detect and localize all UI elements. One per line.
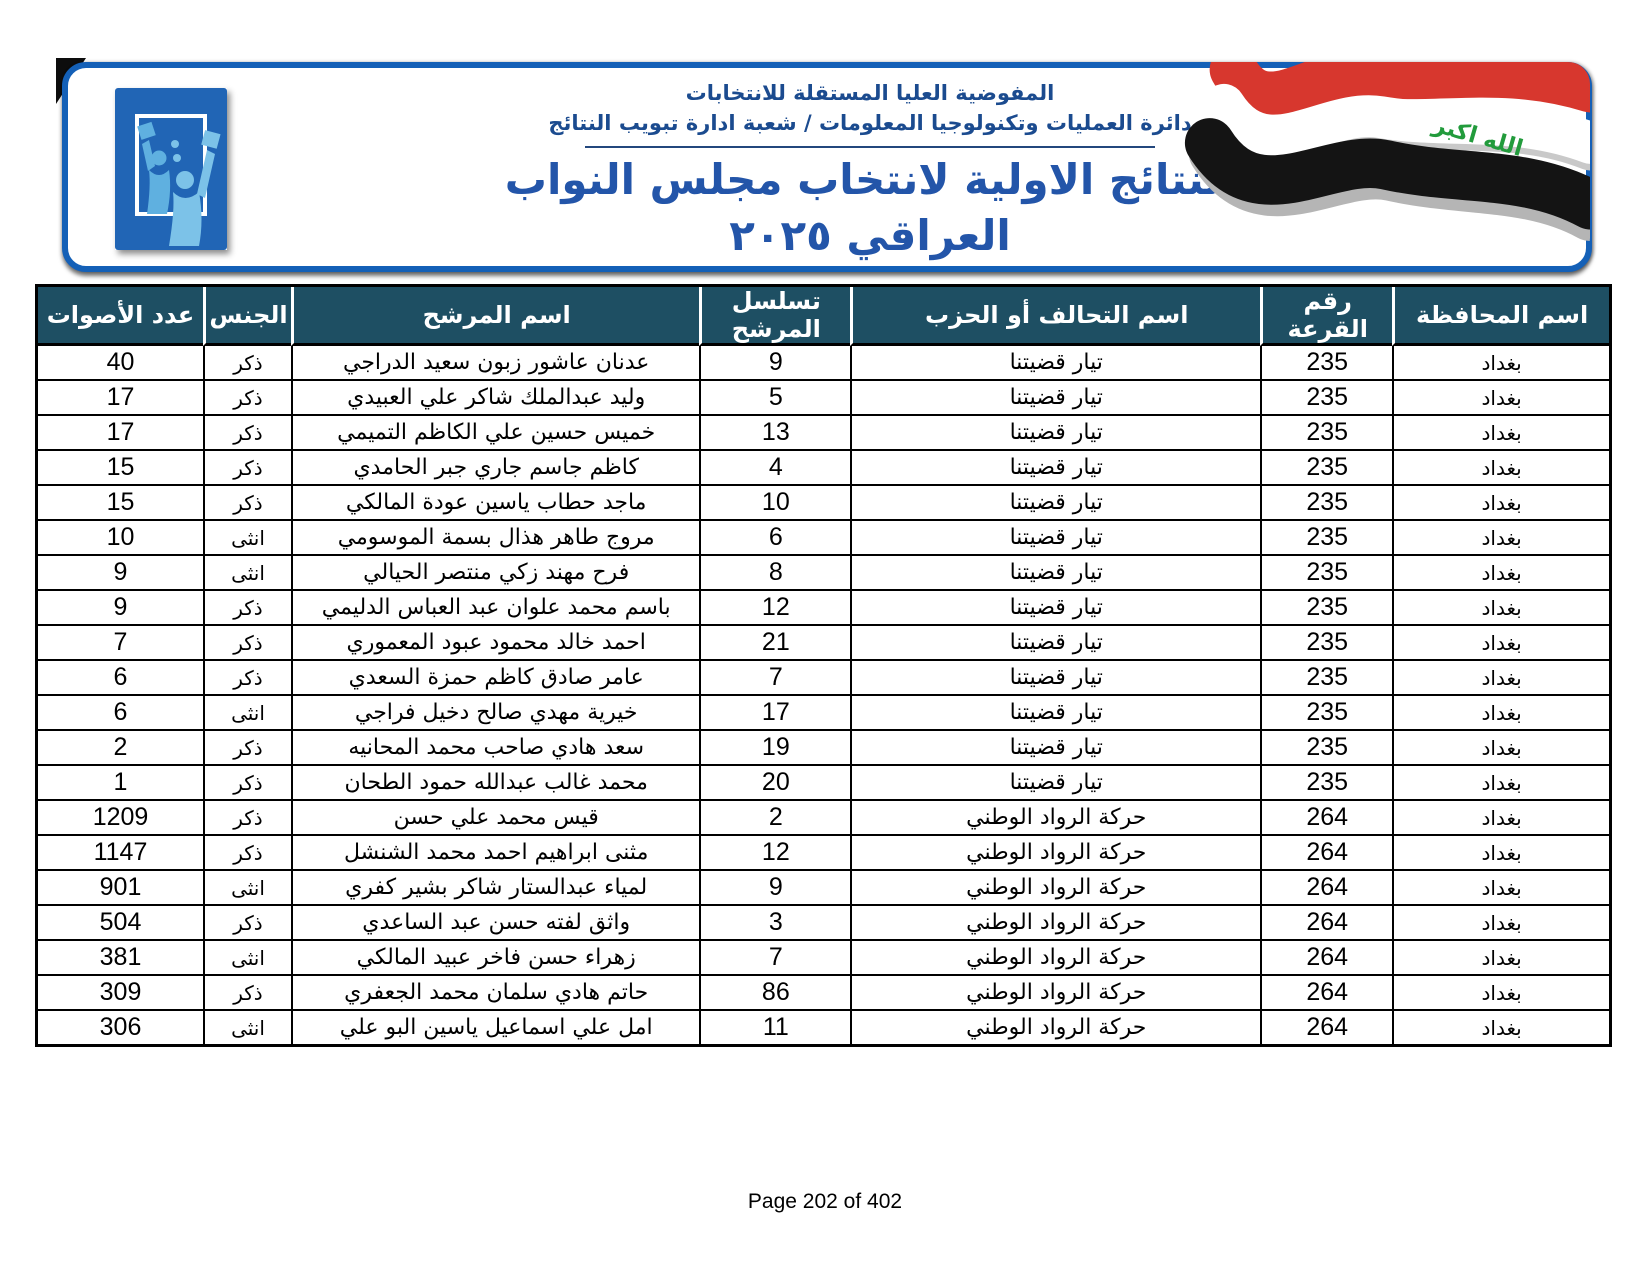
col-header-lottery: رقم القرعة	[1260, 287, 1392, 346]
table-row	[38, 976, 1609, 1011]
cell-lottery: 264	[1260, 1011, 1392, 1044]
cell-party: تيار قضيتنا	[850, 486, 1260, 521]
cell-lottery: 235	[1260, 486, 1392, 521]
cell-votes: 9	[38, 556, 203, 591]
cell-votes: 381	[38, 941, 203, 976]
cell-party: تيار قضيتنا	[850, 661, 1260, 696]
cell-seq: 9	[699, 871, 850, 906]
cell-lottery: 235	[1260, 416, 1392, 451]
cell-seq: 21	[699, 626, 850, 661]
cell-votes: 7	[38, 626, 203, 661]
cell-seq: 10	[699, 486, 850, 521]
cell-seq: 2	[699, 801, 850, 836]
cell-votes: 17	[38, 416, 203, 451]
cell-governorate: بغداد	[1392, 626, 1609, 661]
cell-lottery: 235	[1260, 451, 1392, 486]
cell-gender: ذكر	[203, 381, 291, 416]
results-table-header-row	[38, 287, 1609, 346]
cell-party: تيار قضيتنا	[850, 626, 1260, 661]
cell-governorate: بغداد	[1392, 766, 1609, 801]
cell-candidate: فرح مهند زكي منتصر الحيالي	[291, 556, 699, 591]
table-row	[38, 1011, 1609, 1044]
ihec-logo	[115, 88, 227, 250]
cell-candidate: عدنان عاشور زبون سعيد الدراجي	[291, 346, 699, 381]
cell-lottery: 235	[1260, 591, 1392, 626]
cell-governorate: بغداد	[1392, 836, 1609, 871]
cell-party: حركة الرواد الوطني	[850, 1011, 1260, 1044]
cell-party: تيار قضيتنا	[850, 766, 1260, 801]
cell-candidate: امل علي اسماعيل ياسين البو علي	[291, 1011, 699, 1044]
cell-party: حركة الرواد الوطني	[850, 836, 1260, 871]
cell-seq: 19	[699, 731, 850, 766]
cell-governorate: بغداد	[1392, 451, 1609, 486]
cell-party: تيار قضيتنا	[850, 416, 1260, 451]
ihec-logo-icon	[115, 88, 227, 250]
cell-votes: 309	[38, 976, 203, 1011]
cell-lottery: 235	[1260, 766, 1392, 801]
results-table-body	[38, 346, 1609, 1044]
cell-party: حركة الرواد الوطني	[850, 906, 1260, 941]
cell-votes: 15	[38, 486, 203, 521]
cell-lottery: 235	[1260, 556, 1392, 591]
cell-lottery: 264	[1260, 801, 1392, 836]
cell-votes: 9	[38, 591, 203, 626]
cell-gender: انثى	[203, 556, 291, 591]
cell-votes: 6	[38, 661, 203, 696]
table-row	[38, 626, 1609, 661]
cell-governorate: بغداد	[1392, 346, 1609, 381]
cell-lottery: 264	[1260, 871, 1392, 906]
cell-governorate: بغداد	[1392, 871, 1609, 906]
table-row	[38, 556, 1609, 591]
cell-seq: 7	[699, 941, 850, 976]
cell-candidate: واثق لفته حسن عبد الساعدي	[291, 906, 699, 941]
cell-candidate: خيرية مهدي صالح دخيل فراجي	[291, 696, 699, 731]
col-header-party: اسم التحالف أو الحزب	[850, 287, 1260, 346]
cell-seq: 12	[699, 836, 850, 871]
table-row	[38, 591, 1609, 626]
cell-seq: 86	[699, 976, 850, 1011]
cell-seq: 11	[699, 1011, 850, 1044]
cell-seq: 7	[699, 661, 850, 696]
cell-gender: ذكر	[203, 661, 291, 696]
cell-governorate: بغداد	[1392, 976, 1609, 1011]
cell-votes: 901	[38, 871, 203, 906]
cell-seq: 9	[699, 346, 850, 381]
cell-votes: 6	[38, 696, 203, 731]
org-name-line2: دائرة العمليات وتكنولوجيا المعلومات / شعبة ادارة تبويب النتائج	[548, 111, 1192, 135]
cell-seq: 12	[699, 591, 850, 626]
cell-candidate: لمياء عبدالستار شاكر بشير كفري	[291, 871, 699, 906]
cell-party: حركة الرواد الوطني	[850, 871, 1260, 906]
cell-party: حركة الرواد الوطني	[850, 941, 1260, 976]
cell-candidate: احمد خالد محمود عبود المعموري	[291, 626, 699, 661]
org-name-line1: المفوضية العليا المستقلة للانتخابات	[685, 81, 1055, 105]
table-row	[38, 696, 1609, 731]
cell-lottery: 235	[1260, 696, 1392, 731]
table-row	[38, 871, 1609, 906]
col-header-votes: عدد الأصوات	[38, 287, 203, 346]
table-row	[38, 416, 1609, 451]
table-row	[38, 801, 1609, 836]
cell-lottery: 264	[1260, 941, 1392, 976]
cell-gender: انثى	[203, 941, 291, 976]
cell-votes: 1209	[38, 801, 203, 836]
cell-candidate: خميس حسين علي الكاظم التميمي	[291, 416, 699, 451]
cell-governorate: بغداد	[1392, 381, 1609, 416]
cell-governorate: بغداد	[1392, 1011, 1609, 1044]
cell-seq: 4	[699, 451, 850, 486]
col-header-seq: تسلسل المرشح	[699, 287, 850, 346]
cell-gender: ذكر	[203, 766, 291, 801]
table-row	[38, 451, 1609, 486]
col-header-candidate: اسم المرشح	[291, 287, 699, 346]
cell-votes: 15	[38, 451, 203, 486]
cell-party: تيار قضيتنا	[850, 591, 1260, 626]
cell-gender: انثى	[203, 871, 291, 906]
cell-party: تيار قضيتنا	[850, 346, 1260, 381]
cell-candidate: وليد عبدالملك شاكر علي العبيدي	[291, 381, 699, 416]
cell-gender: انثى	[203, 521, 291, 556]
header-divider	[585, 146, 1155, 148]
cell-seq: 8	[699, 556, 850, 591]
cell-candidate: عامر صادق كاظم حمزة السعدي	[291, 661, 699, 696]
cell-votes: 17	[38, 381, 203, 416]
cell-governorate: بغداد	[1392, 696, 1609, 731]
cell-party: تيار قضيتنا	[850, 696, 1260, 731]
cell-party: تيار قضيتنا	[850, 731, 1260, 766]
cell-seq: 20	[699, 766, 850, 801]
cell-votes: 2	[38, 731, 203, 766]
cell-candidate: باسم محمد علوان عبد العباس الدليمي	[291, 591, 699, 626]
cell-lottery: 235	[1260, 661, 1392, 696]
page-title: النتائج الاولية لانتخاب مجلس النواب العراقي ٢٠٢٥	[504, 155, 1236, 260]
table-row	[38, 521, 1609, 556]
table-row	[38, 941, 1609, 976]
cell-governorate: بغداد	[1392, 906, 1609, 941]
cell-governorate: بغداد	[1392, 731, 1609, 766]
cell-party: تيار قضيتنا	[850, 556, 1260, 591]
col-header-governorate: اسم المحافظة	[1392, 287, 1609, 346]
table-row	[38, 346, 1609, 381]
cell-governorate: بغداد	[1392, 486, 1609, 521]
cell-governorate: بغداد	[1392, 661, 1609, 696]
cell-candidate: سعد هادي صاحب محمد المحانيه	[291, 731, 699, 766]
cell-party: تيار قضيتنا	[850, 451, 1260, 486]
cell-lottery: 235	[1260, 521, 1392, 556]
cell-seq: 6	[699, 521, 850, 556]
cell-gender: ذكر	[203, 416, 291, 451]
cell-seq: 3	[699, 906, 850, 941]
cell-gender: ذكر	[203, 836, 291, 871]
page-number: Page 202 of 402	[747, 1190, 903, 1213]
table-row	[38, 906, 1609, 941]
cell-votes: 10	[38, 521, 203, 556]
cell-lottery: 264	[1260, 906, 1392, 941]
cell-candidate: زهراء حسن فاخر عبيد المالكي	[291, 941, 699, 976]
col-header-gender: الجنس	[203, 287, 291, 346]
cell-lottery: 235	[1260, 381, 1392, 416]
cell-gender: انثى	[203, 696, 291, 731]
cell-candidate: ماجد حطاب ياسين عودة المالكي	[291, 486, 699, 521]
cell-votes: 1147	[38, 836, 203, 871]
cell-candidate: قيس محمد علي حسن	[291, 801, 699, 836]
cell-gender: ذكر	[203, 626, 291, 661]
results-table	[35, 284, 1612, 1047]
cell-lottery: 264	[1260, 836, 1392, 871]
cell-gender: ذكر	[203, 451, 291, 486]
flag-takbir-text: الله اكبر	[1430, 111, 1526, 163]
cell-governorate: بغداد	[1392, 521, 1609, 556]
cell-party: تيار قضيتنا	[850, 381, 1260, 416]
table-row	[38, 731, 1609, 766]
cell-governorate: بغداد	[1392, 591, 1609, 626]
cell-gender: ذكر	[203, 801, 291, 836]
cell-candidate: كاظم جاسم جاري جبر الحامدي	[291, 451, 699, 486]
cell-party: حركة الرواد الوطني	[850, 801, 1260, 836]
cell-votes: 1	[38, 766, 203, 801]
cell-votes: 306	[38, 1011, 203, 1044]
cell-governorate: بغداد	[1392, 941, 1609, 976]
cell-seq: 13	[699, 416, 850, 451]
table-row	[38, 486, 1609, 521]
cell-gender: ذكر	[203, 906, 291, 941]
cell-seq: 17	[699, 696, 850, 731]
cell-governorate: بغداد	[1392, 416, 1609, 451]
cell-party: حركة الرواد الوطني	[850, 976, 1260, 1011]
cell-seq: 5	[699, 381, 850, 416]
cell-candidate: محمد غالب عبدالله حمود الطحان	[291, 766, 699, 801]
cell-votes: 504	[38, 906, 203, 941]
cell-lottery: 235	[1260, 626, 1392, 661]
cell-gender: ذكر	[203, 486, 291, 521]
cell-gender: ذكر	[203, 731, 291, 766]
cell-lottery: 235	[1260, 731, 1392, 766]
cell-gender: انثى	[203, 1011, 291, 1044]
cell-gender: ذكر	[203, 346, 291, 381]
cell-governorate: بغداد	[1392, 801, 1609, 836]
table-row	[38, 381, 1609, 416]
iraq-flag-icon	[1132, 62, 1590, 260]
cell-gender: ذكر	[203, 591, 291, 626]
cell-candidate: مروج طاهر هذال بسمة الموسومي	[291, 521, 699, 556]
cell-candidate: مثنى ابراهيم احمد محمد الشنشل	[291, 836, 699, 871]
cell-lottery: 264	[1260, 976, 1392, 1011]
table-row	[38, 766, 1609, 801]
cell-candidate: حاتم هادي سلمان محمد الجعفري	[291, 976, 699, 1011]
cell-votes: 40	[38, 346, 203, 381]
table-row	[38, 836, 1609, 871]
cell-lottery: 235	[1260, 346, 1392, 381]
cell-party: تيار قضيتنا	[850, 521, 1260, 556]
cell-governorate: بغداد	[1392, 556, 1609, 591]
table-row	[38, 661, 1609, 696]
cell-gender: ذكر	[203, 976, 291, 1011]
